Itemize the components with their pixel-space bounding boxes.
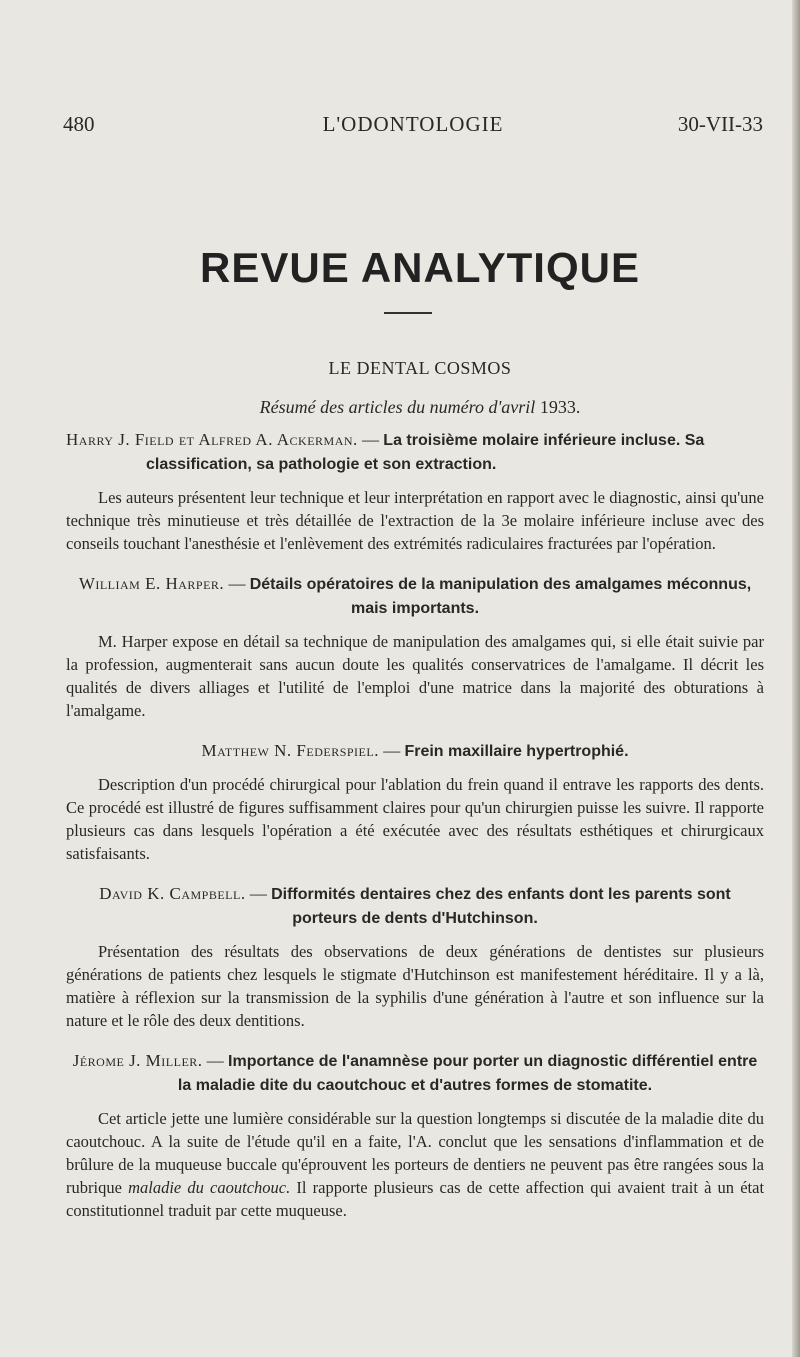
journal-name: LE DENTAL COSMOS — [328, 358, 512, 378]
article-abstract-end: Il rapporte plusieurs cas de cette affection qui avaient trait à un état constitutionnel traduit par cette muqueuse. — [66, 1178, 765, 1220]
article-abstract: Présentation des résultats des observations de deux générations de dentistes sur plusieurs générations de patients chez lesquels le stigmate d'Hutchinson est manifestement héréditaire. Il y a là, matière à réflexion sur la transmission de la syphilis d'une génération à l'autre et son influence sur la nature et le rôle des deux dentitions. — [66, 942, 764, 1030]
article-abstract — [66, 1107, 764, 1222]
summary-year: 1933. — [539, 397, 581, 417]
issue-date: 30-VII-33 — [677, 112, 763, 136]
article-entry — [66, 882, 764, 1032]
article-dash: — — [206, 1051, 224, 1070]
article-dash: — — [383, 741, 401, 760]
article-abstract-start: Cet article jette une lumière considérable sur la question longtemps si discutée de la maladie dite du caoutchouc. A la suite de l'étude qu'il en a faite, l'A. conclut que les sensations d'inflammation et de brûlure de la muqueuse buccale qu'éprouvent les porteurs de dentiers ne peuvent pas être rangées sous la rubrique — [66, 1109, 764, 1197]
article-heading — [66, 739, 764, 763]
journal-running-title: L'ODONTOLOGIE — [322, 112, 504, 136]
article-title: Difformités dentaires chez des enfants dont les parents sont porteurs de dents d'Hutchinson. — [271, 886, 731, 927]
article-authors: William E. Harper. — [78, 574, 225, 593]
articles-list — [66, 428, 764, 1222]
article-title: La troisième molaire inférieure incluse. Sa classification, sa pathologie et son extraction. — [146, 432, 705, 473]
article-abstract: M. Harper expose en détail sa technique de manipulation des amalgames qui, si elle était suivie par la profession, augmenterait sans aucun doute les qualités conservatrices de l'amalgame. Il décrit les qualités de divers alliages et l'utilité de l'emploi d'une matrice dans la majorité des obturations à l'amalgame. — [66, 632, 764, 720]
article-entry — [66, 739, 764, 865]
article-authors: Harry J. Field et Alfred A. Ackerman. — [66, 430, 358, 449]
page-number: 480 — [63, 112, 95, 136]
running-header — [63, 112, 763, 142]
article-dash: — — [228, 574, 246, 593]
article-authors: Jérome J. Miller. — [72, 1051, 203, 1070]
article-heading — [66, 572, 764, 620]
title-divider — [384, 312, 432, 314]
article-abstract: Les auteurs présentent leur technique et leur interprétation en rapport avec le diagnostic, ainsi qu'une technique très minutieuse et très détaillée de l'extraction de la 3e molaire inférieure incluse avec des conseils touchant l'anesthésie et l'enlèvement des extrémités radiculaires fracturées par l'opération. — [66, 488, 764, 553]
article-authors: David K. Campbell. — [99, 884, 246, 903]
book-spine-shadow — [792, 0, 800, 1357]
article-dash: — — [362, 430, 380, 449]
article-entry — [66, 572, 764, 722]
article-heading — [66, 428, 764, 476]
article-abstract: Description d'un procédé chirurgical pour l'ablation du frein quand il entrave les rapports des dents. Ce procédé est illustré de figures suffisamment claires pour qu'un chirurgien puisse les suivre. Il rapporte plusieurs cas dans lesquels l'opération a été exécutée avec des résultats esthétiques et chirurgicaux satisfaisants. — [66, 775, 764, 863]
article-title: Importance de l'anamnèse pour porter un diagnostic différentiel entre la maladie dite du caoutchouc et d'autres formes de stomatite. — [177, 1053, 758, 1094]
article-dash: — — [249, 884, 267, 903]
page-title: REVUE ANALYTIQUE — [200, 244, 640, 291]
article-heading — [66, 1049, 764, 1097]
article-title: Détails opératoires de la manipulation des amalgames méconnus, mais importants. — [249, 576, 752, 617]
article-abstract-italic: maladie du caoutchouc. — [128, 1178, 291, 1197]
article-authors: Matthew N. Federspiel. — [201, 741, 379, 760]
article-entry — [66, 428, 764, 555]
summary-text: Résumé des articles du numéro d'avril — [259, 397, 536, 417]
article-heading — [66, 882, 764, 930]
article-title: Frein maxillaire hypertrophié. — [404, 743, 629, 760]
summary-line — [60, 397, 780, 418]
article-entry — [66, 1049, 764, 1222]
